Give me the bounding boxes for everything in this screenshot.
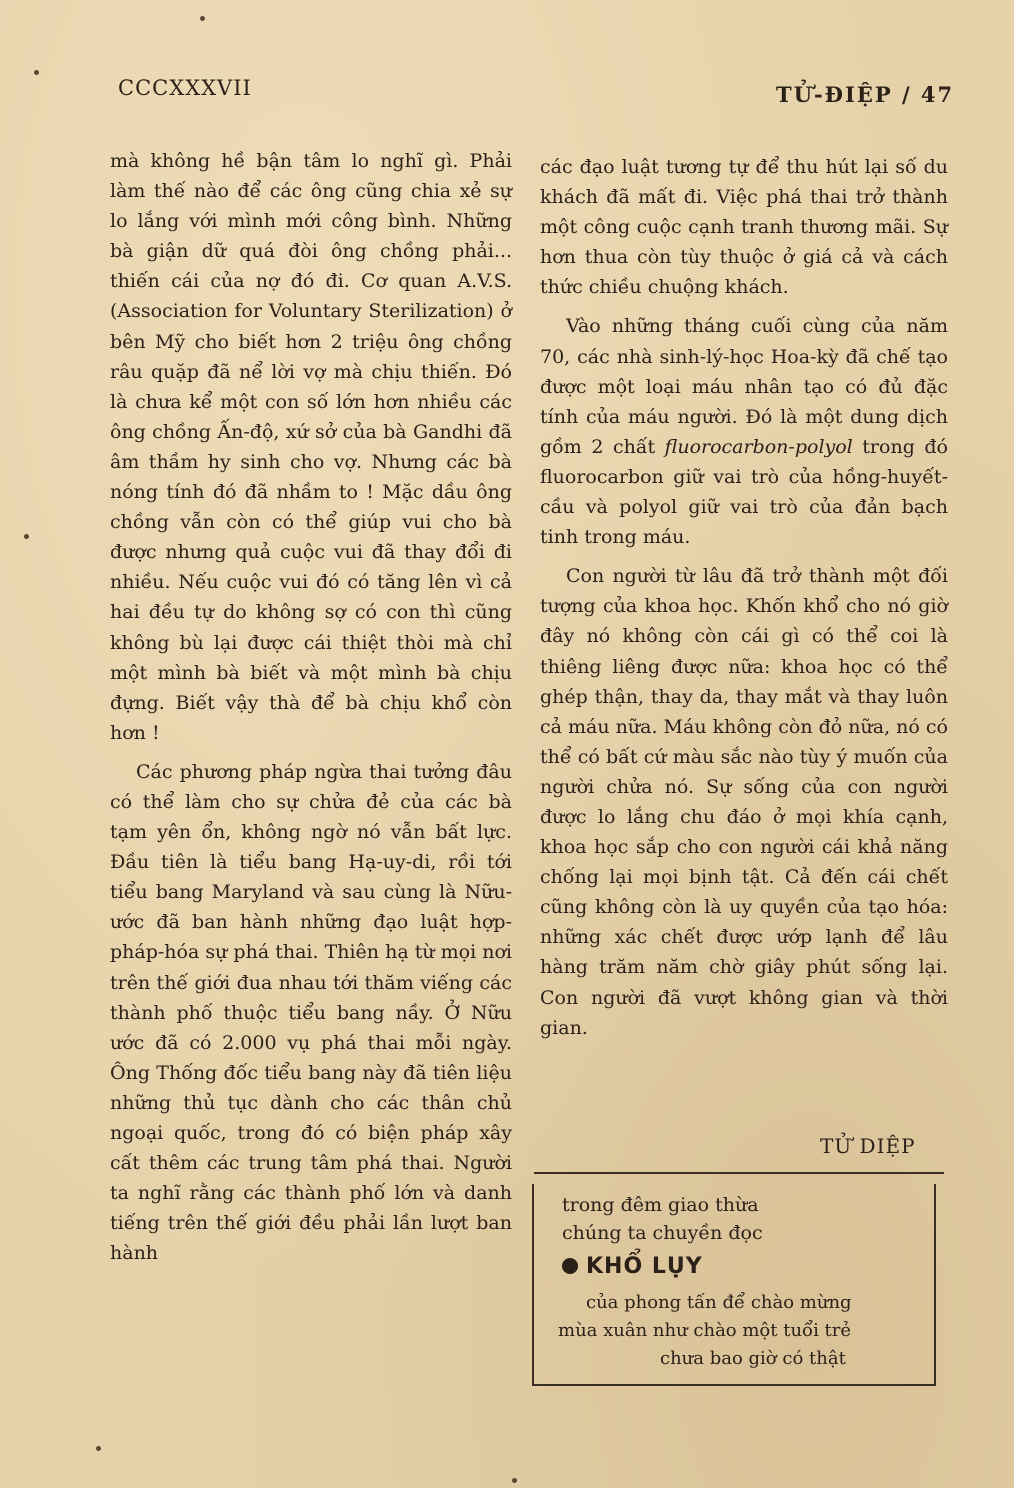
bullet-icon	[562, 1258, 578, 1274]
p2-text-before: Vào những tháng cuối cùng của năm 70, các nhà sinh-lý-học Hoa-kỳ đã chế tạo được một loại máu nhân tạo có đủ đặc tính của máu người. Đó là một dung dịch gồm 2 chất	[540, 315, 948, 458]
right-paragraph-1: các đạo luật tương tự để thu hút lại số du khách đã mất đi. Việc phá thai trở thành một công cuộc cạnh tranh thương mãi. Sự hơn thua còn tùy thuộc ở giá cả và cách thức chiều chuộng khách.	[540, 156, 948, 299]
p2-text-after: trong đó fluorocarbon giữ vai trò của hồng-huyết-cầu và polyol giữ vai trò của đản bạch tinh trong máu.	[540, 435, 948, 549]
left-column	[110, 146, 512, 1268]
paper-speck	[512, 1478, 517, 1483]
left-paragraph-2: Các phương pháp ngừa thai tưởng đâu có thể làm cho sự chửa đẻ của các bà tạm yên ổn, không ngờ nó vẫn bất lực. Đầu tiên là tiểu bang Hạ-uy-di, rồi tới tiểu bang Maryland và sau cùng là Nữu-ước đã ban hành những đạo luật hợp-pháp-hóa sự phá thai. Thiên hạ từ mọi nơi trên thế giới đua nhau tới thăm viếng các thành phố thuộc tiểu bang nầy. Ở Nữu ước đã có 2.000 vụ phá thai mỗi ngày. Ông Thống đốc tiểu bang này đã tiên liệu những thủ tục dành cho các thân chủ ngoại quốc, trong đó có biện pháp xây cất thêm các trung tâm phá thai. Người ta nghĩ rằng các thành phố lớn và danh tiếng trên thế giới đều phải lần lượt ban hành	[110, 760, 512, 1265]
right-column	[540, 152, 948, 1043]
right-paragraph-2	[540, 311, 948, 552]
paper-speck	[96, 1446, 101, 1451]
advert-title-text: KHỔ LỤY	[586, 1254, 703, 1279]
issue-number: CCCXXXVII	[118, 76, 252, 100]
paper-speck	[34, 70, 39, 75]
advert-line-5: chưa bao giờ có thật	[660, 1348, 846, 1369]
advert-top-rule	[534, 1172, 944, 1174]
advert-line-3: của phong tấn để chào mừng	[586, 1292, 852, 1313]
paper-speck	[200, 16, 205, 21]
right-paragraph-3: Con người từ lâu đã trở thành một đối tượng của khoa học. Khốn khổ cho nó giờ đây nó không còn cái gì có thể coi là thiêng liêng được nữa: khoa học có thể ghép thận, thay da, thay mắt và thay luôn cả máu nữa. Máu không còn đỏ nữa, nó có thể có bất cứ màu sắc nào tùy ý muốn của người chửa nó. Sự sống của con người được lo lắng chu đáo ở mọi khía cạnh, khoa học sắp cho con người cái khả năng chống lại mọi bịnh tật. Cả đến cái chết cũng không còn là uy quyền của tạo hóa: những xác chết được ướp lạnh để lâu hàng trăm năm chờ giây phút sống lại. Con người đã vượt không gian và thời gian.	[540, 565, 948, 1039]
left-paragraph-1: mà không hề bận tâm lo nghĩ gì. Phải làm thế nào để các ông cũng chia xẻ sự lo lắng với mình mới công bình. Những bà giận dữ quá đòi ông chồng phải... thiến cái của nợ đó đi. Cơ quan A.V.S. (Association for Voluntary Sterilization) ở bên Mỹ cho biết hơn 2 triệu ông chồng râu quặp đã nể lời vợ mà chịu thiến. Đó là chưa kể một con số lớn hơn nhiều các ông chồng Ấn-độ, xứ sở của bà Gandhi đã âm thầm hy sinh cho vợ. Nhưng các bà nóng tính đó đã nhầm to ! Mặc dầu ông chồng vẫn còn có thể giúp vui cho bà được nhưng quả cuộc vui đã thay đổi đi nhiều. Nếu cuộc vui đó có tăng lên vì cả hai đều tự do không sợ có con thì cũng không bù lại được cái thiệt thòi mà chỉ một mình bà biết và một mình bà chịu đựng. Biết vậy thà để bà chịu khổ còn hơn !	[110, 150, 512, 744]
advert-line-2: chúng ta chuyền đọc	[562, 1222, 763, 1244]
author-signature: TỬ DIỆP	[820, 1134, 916, 1158]
advert-line-4: mùa xuân như chào một tuổi trẻ	[558, 1320, 852, 1341]
paper-speck	[24, 534, 29, 539]
chemical-name: fluorocarbon-polyol	[664, 435, 853, 458]
advert-line-1: trong đêm giao thừa	[562, 1194, 759, 1216]
page-header: TỬ-ĐIỆP / 47	[776, 82, 955, 107]
advert-title	[562, 1254, 703, 1279]
